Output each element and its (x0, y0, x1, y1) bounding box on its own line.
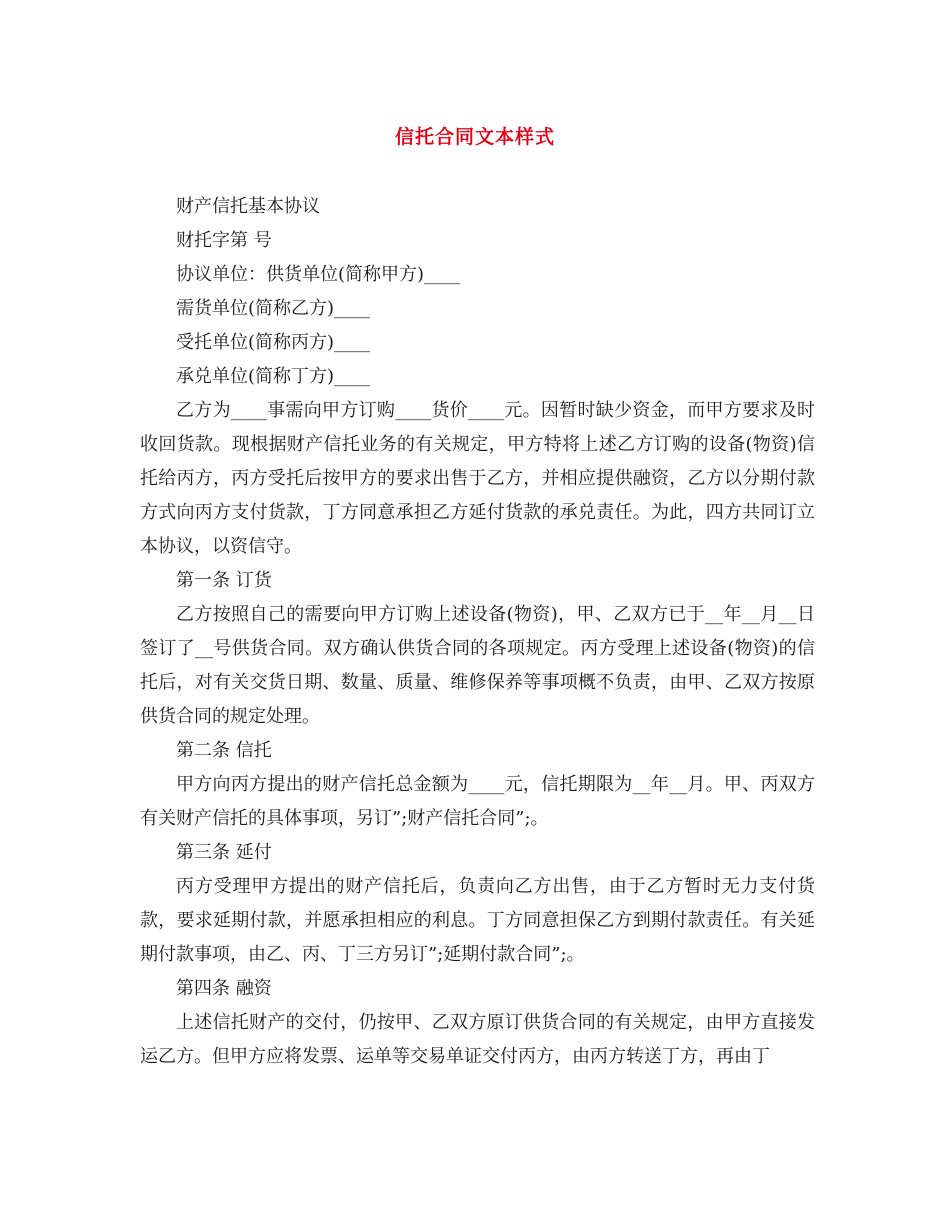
party-b: 需货单位(简称乙方)____ (176, 298, 371, 319)
party-d: 承兑单位(简称丁方)____ (176, 366, 371, 387)
article-heading: 第四条 融资 (176, 978, 272, 999)
document-body (140, 190, 815, 1074)
article-text: 上述信托财产的交付，仍按甲、乙双方原订供货合同的有关规定，由甲方直接发运乙方。但甲方应将发票、运单等交易单证交付丙方，由丙方转送丁方，再由丁 (140, 1012, 815, 1067)
party-c: 受托单位(简称丙方)____ (176, 332, 371, 353)
article-heading: 第一条 订货 (176, 570, 272, 591)
article-heading: 第三条 延付 (176, 842, 272, 863)
article-heading: 第二条 信托 (176, 740, 272, 761)
document-title: 信托合同文本样式 (394, 126, 555, 148)
article-text: 乙方按照自己的需要向甲方订购上述设备(物资)，甲、乙双方已于__年__月__日签订了__号供货合同。双方确认供货合同的各项规定。丙方受理上述设备(物资)的信托后，对有关交货日期、数量、质量、维修保养等事项概不负责，由甲、乙双方按原供货合同的规定处理。 (140, 604, 815, 727)
agreement-number: 财托字第 号 (176, 230, 272, 251)
article-text: 甲方向丙方提出的财产信托总金额为____元，信托期限为__年__月。甲、丙双方有关财产信托的具体事项，另订”;财产信托合同”;。 (140, 774, 815, 829)
intro-paragraph: 乙方为____事需向甲方订购____货价____元。因暂时缺少资金，而甲方要求及时收回货款。现根据财产信托业务的有关规定，甲方特将上述乙方订购的设备(物资)信托给丙方，丙方受托后按甲方的要求出售于乙方，并相应提供融资，乙方以分期付款方式向丙方支付货款，丁方同意承担乙方延付货款的承兑责任。为此，四方共同订立本协议，以资信守。 (140, 400, 815, 557)
party-a: 协议单位：供货单位(简称甲方)____ (176, 264, 461, 285)
article-text: 丙方受理甲方提出的财产信托后，负责向乙方出售，由于乙方暂时无力支付货款，要求延期付款，并愿承担相应的利息。丁方同意担保乙方到期付款责任。有关延期付款事项，由乙、丙、丁三方另订”;延期付款合同”;。 (140, 876, 815, 965)
agreement-name: 财产信托基本协议 (176, 196, 320, 217)
